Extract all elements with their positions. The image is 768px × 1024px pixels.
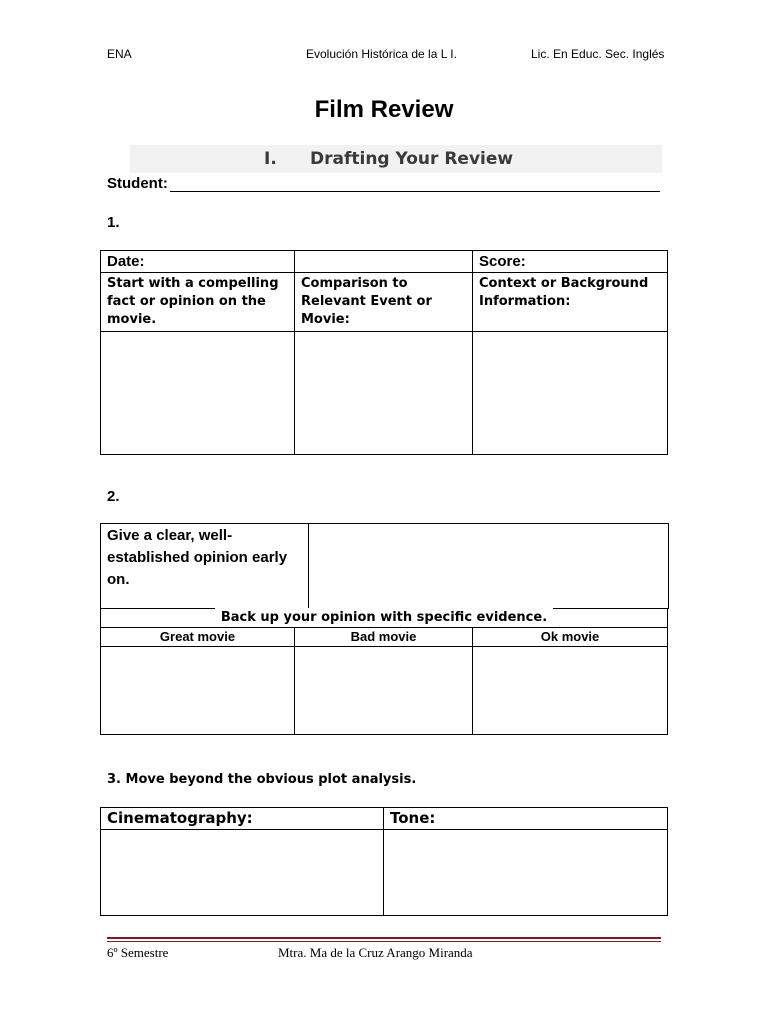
cinematography-header: Cinematography: xyxy=(101,808,384,830)
great-movie-header: Great movie xyxy=(101,628,295,647)
great-movie-answer[interactable] xyxy=(101,647,295,735)
context-header: Context or Background Information: xyxy=(473,273,668,332)
compelling-fact-answer[interactable] xyxy=(101,332,295,455)
evidence-table xyxy=(100,627,668,735)
header-right: Lic. En Educ. Sec. Inglés xyxy=(531,47,665,61)
evidence-rule-right xyxy=(553,608,668,609)
bad-movie-header: Bad movie xyxy=(295,628,473,647)
tone-header: Tone: xyxy=(384,808,668,830)
opinion-prompt: Give a clear, well-established opinion early on. xyxy=(107,527,288,588)
date-label: Date: xyxy=(101,251,295,273)
part2-number: 2. xyxy=(107,488,120,505)
compelling-fact-header: Start with a compelling fact or opinion on the movie. xyxy=(101,273,295,332)
footer-left: 6º Semestre xyxy=(107,945,169,960)
evidence-rule-left xyxy=(100,608,215,609)
part3-table xyxy=(100,807,668,916)
part1-table xyxy=(100,250,668,455)
comparison-answer[interactable] xyxy=(295,332,473,455)
comparison-header: Comparison to Relevant Event or Movie: xyxy=(295,273,473,332)
section-heading: Drafting Your Review xyxy=(310,149,514,169)
footer-center: Mtra. Ma de la Cruz Arango Miranda xyxy=(278,945,473,960)
section-heading-band xyxy=(130,145,662,173)
header-left: ENA xyxy=(107,47,132,61)
part1-number: 1. xyxy=(107,214,120,231)
score-label: Score: xyxy=(473,251,668,273)
bad-movie-answer[interactable] xyxy=(295,647,473,735)
part3-heading: 3. Move beyond the obvious plot analysis. xyxy=(107,772,417,787)
header-center: Evolución Histórica de la L I. xyxy=(306,47,457,61)
tone-answer[interactable] xyxy=(384,830,668,916)
evidence-label: Back up your opinion with specific evidence. xyxy=(220,610,548,625)
section-number: I. xyxy=(264,149,277,169)
ok-movie-answer[interactable] xyxy=(473,647,668,735)
footer-rule xyxy=(107,937,661,939)
page-title: Film Review xyxy=(314,96,454,123)
date-value-cell[interactable] xyxy=(295,251,473,273)
cinematography-answer[interactable] xyxy=(101,830,384,916)
context-answer[interactable] xyxy=(473,332,668,455)
ok-movie-header: Ok movie xyxy=(473,628,668,647)
opinion-divider xyxy=(308,523,309,608)
footer-rule-thin xyxy=(107,941,661,942)
opinion-answer[interactable] xyxy=(312,527,662,605)
student-label: Student: xyxy=(107,175,168,192)
student-name-line[interactable] xyxy=(170,191,660,192)
